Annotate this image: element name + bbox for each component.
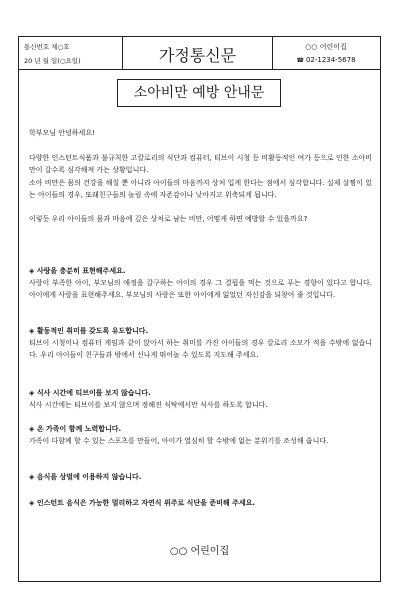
tip-body: 사랑이 부족한 아이, 부모님의 애정을 갈구하는 아이의 경우 그 결핍을 먹는 것으로 푸는 경향이 있다고 합니다. 아이에게 사랑을 표현해주세요. 부모님의 사랑은 또한 아이에게 잃었던 자신감을 되찾아 줄 것입니다. (29, 279, 372, 299)
school-name: ○○ 어린이집 (305, 43, 347, 51)
header-info-cell (19, 37, 123, 69)
issue-number: 통신번호 제○호 (24, 43, 70, 51)
newsletter-header (19, 37, 380, 70)
tip-body: 식사 시간에는 티브이를 보지 않으며 정해진 식탁에서만 식사를 하도록 합니다. (29, 401, 268, 409)
school-phone (273, 56, 379, 64)
main-title: 소아비만 예방 안내문 (117, 79, 281, 107)
tip-title: ◈ 음식을 상벌에 이용하지 않습니다. (29, 473, 142, 481)
footer-school-name: ○○ 어린이집 (169, 546, 230, 557)
tip-title: ◈ 인스턴트 음식은 가능한 멀리하고 자연식 위주로 식단을 준비해 주세요. (29, 499, 256, 507)
tip-section (29, 387, 372, 411)
intro-paragraph-3: 이렇듯 우리 아이들의 몸과 마음에 깊은 상처로 남는 비만, 어떻게 하면 예방할 수 있을까요? (29, 215, 308, 223)
tip-section (29, 325, 372, 361)
newsletter-title: 가정통신문 (158, 46, 237, 65)
tip-section (29, 471, 372, 483)
intro-paragraph-2: 소아 비만은 몸의 건강을 해칠 뿐 아니라 아이들의 마음까지 상처 입게 한다는 점에서 심각합니다. 실제 살찜이 있는 아이들의 경우, 또래친구들의 놀림 속에 자존감이나 낮아지고 위축되게 됩니다. (29, 179, 372, 199)
tip-section (29, 423, 372, 447)
greeting: 학부모님 안녕하세요! (29, 129, 95, 137)
tip-title: ◈ 사랑을 충분히 표현해주세요. (29, 267, 126, 275)
issue-date: 20 년 월 일(○요일) (24, 57, 81, 65)
phone-icon: ☎ (296, 57, 304, 64)
tip-title: ◈ 온 가족이 함께 노력합니다. (29, 425, 122, 433)
newsletter-page (18, 36, 381, 582)
tip-title: ◈ 활동적인 취미를 갖도록 유도합니다. (29, 327, 149, 335)
tip-body: 가족이 다함께 할 수 있는 스포츠를 만들어, 아이가 열심히 할 수밖에 없는 분위기를 조성해 줍니다. (29, 437, 329, 445)
tip-body: 티브이 시청이나 컴퓨터 게임과 같이 앉아서 하는 취미를 가진 아이들의 경우 칼로리 소모가 적을 수밖에 없습니다. 우리 아이들이 친구들과 밖에서 신나게 뛰어놀 수 있도록 지도해 주세요. (29, 339, 372, 359)
tip-section (29, 265, 372, 301)
intro-paragraph-1: 다양한 인스턴트식품과 불규칙한 고칼로리의 식단과 컴퓨터, 티브이 시청 등 비활동적인 여가 등으로 인한 소아비만이 갈수록 심각해져 가는 상황입니다. (29, 154, 372, 174)
header-school-cell (272, 37, 380, 69)
phone-number: 02-1234-5678 (305, 56, 356, 64)
tip-title: ◈ 식사 시간에 티브이를 보지 않습니다. (29, 389, 151, 397)
tip-section (29, 497, 372, 509)
